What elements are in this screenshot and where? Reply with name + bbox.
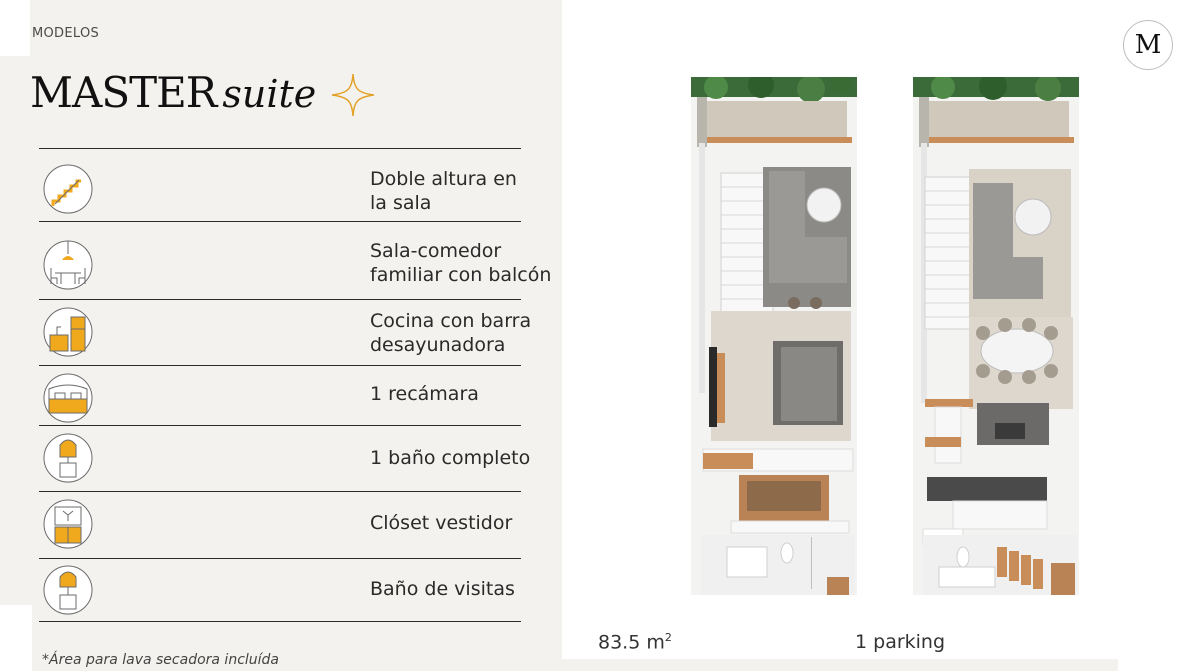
title-script: suite bbox=[222, 72, 317, 116]
divider bbox=[39, 621, 521, 622]
sparkle-icon bbox=[330, 72, 376, 118]
panel-notch bbox=[0, 0, 30, 56]
area-label: 83.5 $m^2$ bbox=[598, 631, 672, 654]
divider bbox=[39, 365, 521, 366]
brand-logo[interactable]: M bbox=[1123, 20, 1173, 70]
stairs-icon bbox=[43, 164, 93, 214]
title-main: MASTER bbox=[30, 68, 217, 117]
parking-label: 1 parking bbox=[855, 631, 946, 653]
divider bbox=[39, 425, 521, 426]
feature-label: Sala-comedor familiar con balcón bbox=[370, 240, 552, 286]
floor-plan-upper bbox=[691, 77, 857, 595]
kitchen-icon bbox=[43, 307, 93, 357]
floor-plan-lower bbox=[913, 77, 1079, 595]
feature-label: Doble altura en la sala bbox=[370, 168, 517, 214]
shower-icon bbox=[43, 433, 93, 483]
divider bbox=[39, 491, 521, 492]
dining-lamp-icon bbox=[43, 240, 93, 290]
feature-label: Cocina con barra desayunadora bbox=[370, 310, 532, 356]
feature-label: 1 recámara bbox=[370, 383, 479, 405]
feature-label: 1 baño completo bbox=[370, 447, 531, 469]
panel-notch bbox=[0, 605, 32, 671]
page-title bbox=[30, 68, 316, 117]
divider bbox=[39, 221, 521, 222]
footnote: *Área para lava secadora incluída bbox=[42, 652, 280, 668]
section-label: MODELOS bbox=[32, 26, 100, 41]
bed-icon bbox=[43, 373, 93, 423]
bottom-bar bbox=[562, 659, 1118, 671]
feature-label: Clóset vestidor bbox=[370, 512, 513, 534]
divider bbox=[39, 558, 521, 559]
divider bbox=[39, 148, 521, 149]
closet-icon bbox=[43, 499, 93, 549]
guest-bath-icon bbox=[43, 565, 93, 615]
feature-label: Baño de visitas bbox=[370, 578, 515, 600]
divider bbox=[39, 299, 521, 300]
